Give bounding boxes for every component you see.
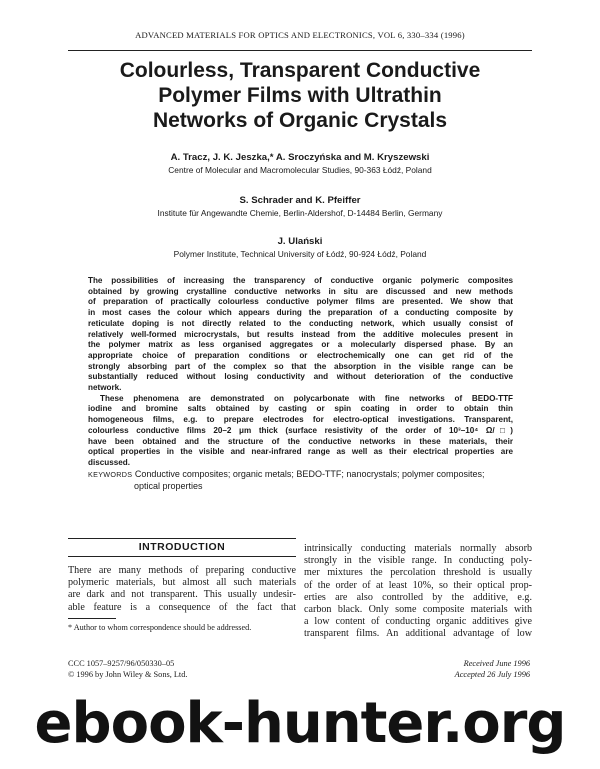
abstract-line: homogeneous films, e.g. to prepare electrodes for electro-optical investigations. Transparent, [88, 415, 513, 425]
footnote: * Author to whom correspondence should be addressed. [68, 623, 252, 632]
received-date: Received June 1996 [463, 659, 530, 668]
abstract-line: appropriate choice of preparation conditions or electrochemically one can get rid of the [88, 350, 513, 360]
abstract-line: substantially reduced without losing conductivity and without deterioration of the conductive [88, 372, 513, 382]
keywords-text: optical properties [134, 480, 203, 491]
column-right [304, 543, 532, 641]
footnote-rule [68, 618, 116, 619]
title-line: Networks of Organic Crystals [152, 109, 448, 132]
body-line: mer mixtures the percolation threshold is usually [304, 567, 532, 579]
abstract-line: of preparation of practically colourless conductive polymer films are presented. We show that [88, 297, 513, 307]
copyright-notice: © 1996 by John Wiley & Sons, Ltd. [68, 669, 188, 679]
abstract-line: iodine and bromine salts obtained by casting or spin coating in order to obtain thin [88, 404, 513, 414]
body-line: strongly in the visible range. In conducting poly- [304, 555, 532, 567]
abstract-line: obtained by growing crystalline conductive networks in situ are discussed and new methods [88, 286, 513, 296]
abstract [88, 276, 513, 469]
author-names: S. Schrader and K. Pfeiffer [239, 195, 361, 206]
running-head: ADVANCED MATERIALS FOR OPTICS AND ELECTRONICS, VOL 6, 330–334 (1996) [135, 30, 465, 40]
body-line: There are many methods of preparing conductive [68, 565, 296, 576]
keywords [88, 469, 513, 492]
body-line: a low content of conducting organic additives give [304, 616, 532, 628]
institution: Polymer Institute, Technical University of Łódź, 90-924 Łódź, Poland [173, 249, 427, 259]
abstract-line: The possibilities of increasing the transparency of conductive organic polymeric composites [88, 276, 513, 285]
copyright-block [68, 659, 187, 680]
section-heading: INTRODUCTION [68, 538, 296, 557]
keywords-text: Conductive composites; organic metals; BEDO-TTF; nanocrystals; polymer composites; [134, 469, 485, 479]
institution: Centre of Molecular and Macromolecular Studies, 90-363 Łódź, Poland [168, 165, 432, 175]
title-line: Colourless, Transparent Conductive [119, 59, 481, 82]
body-line: polymeric materials, but almost all such materials [68, 577, 296, 589]
watermark-logo: ebook-hunter.org [34, 691, 566, 756]
abstract-line: reticulate doping is not directly related to the conducting network, which usually consist of [88, 318, 513, 328]
author-names: A. Tracz, J. K. Jeszka,* A. Sroczyńska and M. Kryszewski [170, 152, 430, 163]
abstract-line: These phenomena are demonstrated on polycarbonate with fine networks of BEDO-TTF [100, 393, 513, 403]
author-names: J. Ulański [277, 236, 323, 247]
title-line: Polymer Films with Ultrathin [158, 84, 442, 107]
abstract-line: optical properties in the visible and near-infrared range as well as their electrical properties are [88, 447, 513, 457]
accepted-date: Accepted 26 July 1996 [454, 669, 530, 679]
body-line: of the order of at least 10%, so their optical prop- [304, 579, 532, 591]
body-line: intrinsically conducting materials normally absorb [304, 543, 532, 554]
dates-block [380, 659, 530, 680]
body-line: transparent films. An additional advantage of low [304, 628, 532, 640]
abstract-line: the polymer matrix as less organised aggregates or a molecularly dispersed phase. By an [88, 340, 513, 350]
affiliation-2 [70, 194, 530, 219]
body-line: able feature is a consequence of the fact that [68, 601, 296, 613]
abstract-line: relatively well-formed microcrystals, but results instead from the additive molecules present in [88, 329, 513, 339]
institution: Institute für Angewandte Chemie, Berlin-Aldershof, D-14484 Berlin, Germany [157, 208, 443, 218]
abstract-line: colourless conductive films 20–2 μm thick (surface resistivity of the order of 10³–10⁴ Ω/□) [88, 425, 513, 435]
ccc-code: CCC 1057–9257/96/050330–05 [68, 659, 175, 668]
abstract-paragraph-1 [88, 276, 513, 394]
abstract-line: strongly absorbing part of the complex so that the absorption in the visible range can be [88, 361, 513, 371]
keywords-label: KEYWORDS [88, 470, 133, 479]
body-line: carbon black. Only some composite materials with [304, 604, 532, 616]
abstract-line: network. [88, 383, 122, 393]
abstract-line: have been obtained and the structure of the conductive networks in these materials, their [88, 436, 513, 446]
abstract-line: in most cases the colour which appears during the preparation of a conducting composite by [88, 308, 513, 318]
abstract-line: discussed. [88, 457, 130, 467]
abstract-paragraph-2 [88, 394, 513, 469]
header-rule [68, 50, 532, 51]
body-line: erties are also controlled by the additive, e.g. [304, 591, 532, 603]
body-line: are dark and not transparent. This usually undesir- [68, 589, 296, 601]
affiliation-3 [70, 235, 530, 260]
affiliation-1 [70, 151, 530, 176]
column-left [68, 565, 296, 614]
keywords-line [88, 469, 513, 481]
article-title [70, 58, 530, 133]
